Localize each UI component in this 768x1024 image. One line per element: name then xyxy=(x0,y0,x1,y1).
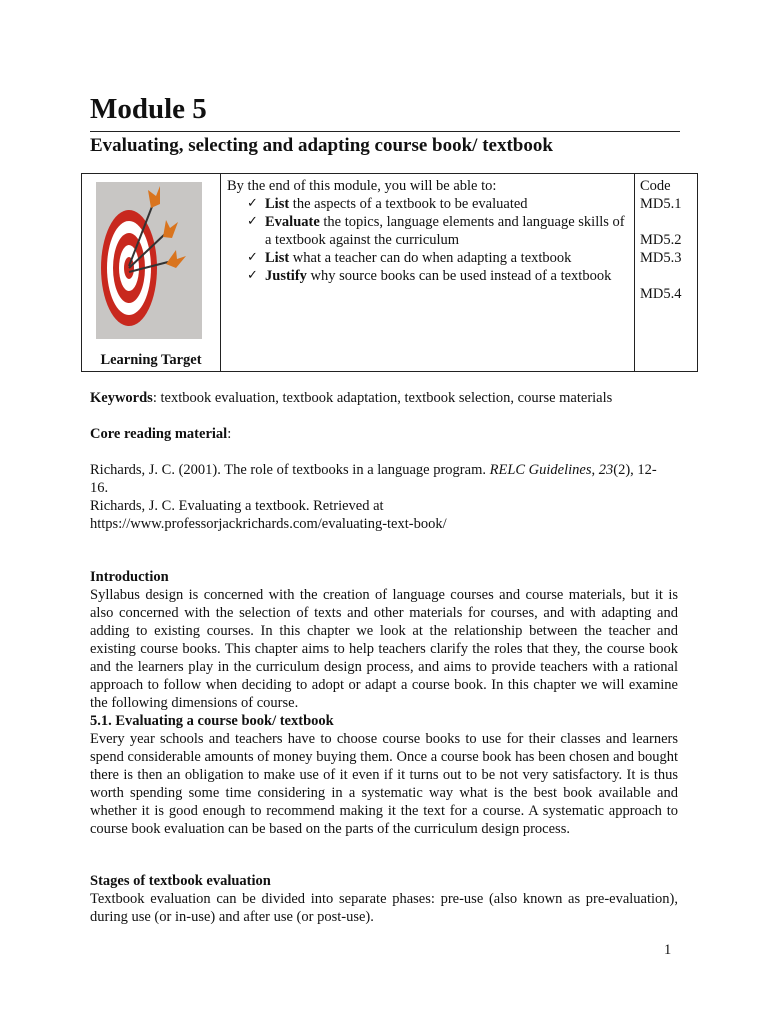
learning-goals-cell xyxy=(221,174,635,372)
code-cell xyxy=(635,174,698,372)
section-5-1-paragraph: Every year schools and teachers have to choose course books to use for their classes and learners spend considerable amounts of money buying them. Once a course book has been chosen and bought there is then an obligation to make use of it even if it turns out to be not very satisfactory. It is thus worth spending some time considering in a systematic way what is the best book available and whether it is good enough to recommend making it the text for a course. A systematic approach to course book evaluation can be based on the parts of the curriculum design process. xyxy=(90,731,678,837)
dartboard-target-icon xyxy=(96,182,202,339)
goals-intro: By the end of this module, you will be able to: xyxy=(227,178,497,194)
checkmark-icon: ✓ xyxy=(247,196,258,211)
goal-item: ✓ List the aspects of a textbook to be evaluated xyxy=(247,196,528,212)
goal-code: MD5.2 xyxy=(640,232,682,248)
goals-list xyxy=(227,195,628,285)
page-number: 1 xyxy=(664,942,672,958)
code-header: Code xyxy=(640,178,671,194)
introduction-section xyxy=(90,568,678,838)
goal-item: ✓ Evaluate the topics, language elements and language skills of a textbook against the curriculum xyxy=(247,214,625,248)
stages-paragraph: Textbook evaluation can be divided into separate phases: pre-use (also known as pre-evaluation), during use (or in-use) and after use (or post-use). xyxy=(90,891,678,925)
module-title: Module 5 xyxy=(90,93,207,125)
learning-target-image-cell xyxy=(82,174,221,372)
section-5-1-heading: 5.1. Evaluating a course book/ textbook xyxy=(90,713,334,729)
learning-target-label: Learning Target xyxy=(100,352,202,368)
title-divider xyxy=(90,131,680,132)
keywords-text: : textbook evaluation, textbook adaptation, textbook selection, course materials xyxy=(152,390,613,406)
reference-1: Richards, J. C. (2001). The role of textbooks in a language program. RELC Guidelines, 23(2), 12-16. xyxy=(90,462,657,496)
checkmark-icon: ✓ xyxy=(247,250,258,265)
dartboard-illustration xyxy=(96,182,202,339)
goal-code: MD5.3 xyxy=(640,250,682,266)
introduction-heading: Introduction xyxy=(90,569,169,585)
journal-volume: 23 xyxy=(598,462,614,478)
journal-name: RELC Guidelines xyxy=(489,462,592,478)
keywords-label: Keywords xyxy=(90,390,153,406)
module-subtitle: Evaluating, selecting and adapting course book/ textbook xyxy=(90,135,553,156)
checkmark-icon: ✓ xyxy=(247,268,258,283)
stages-section xyxy=(90,872,678,926)
goal-item: ✓ List what a teacher can do when adapting a textbook xyxy=(247,250,572,266)
stages-heading: Stages of textbook evaluation xyxy=(90,873,271,889)
learning-target-table xyxy=(81,173,698,372)
goal-code: MD5.4 xyxy=(640,286,682,302)
introduction-paragraph: Syllabus design is concerned with the creation of language courses and course materials, but it is also concerned with the selection of texts and other materials for courses, and with adapting and adding to existing courses. In this chapter we look at the relationship between the teacher and existing course books. This chapter aims to help teachers clarify the roles that they, the course book and the learners play in the curriculum design process, and aims to provide teachers with a rational approach to follow when deciding to adopt or adapt a course book. In this chapter we will examine the following dimensions of course. xyxy=(90,587,678,711)
goal-code: MD5.1 xyxy=(640,196,682,212)
core-reading-heading: Core reading material: xyxy=(90,426,232,442)
keywords-line xyxy=(90,389,678,407)
reference-url: https://www.professorjackrichards.com/evaluating-text-book/ xyxy=(90,516,447,532)
goal-item: ✓ Justify why source books can be used instead of a textbook xyxy=(247,268,612,284)
reference-2: Richards, J. C. Evaluating a textbook. Retrieved at https://www.professorjackrichards.com/evaluating-text-book/ xyxy=(90,497,678,533)
checkmark-icon: ✓ xyxy=(247,214,258,229)
